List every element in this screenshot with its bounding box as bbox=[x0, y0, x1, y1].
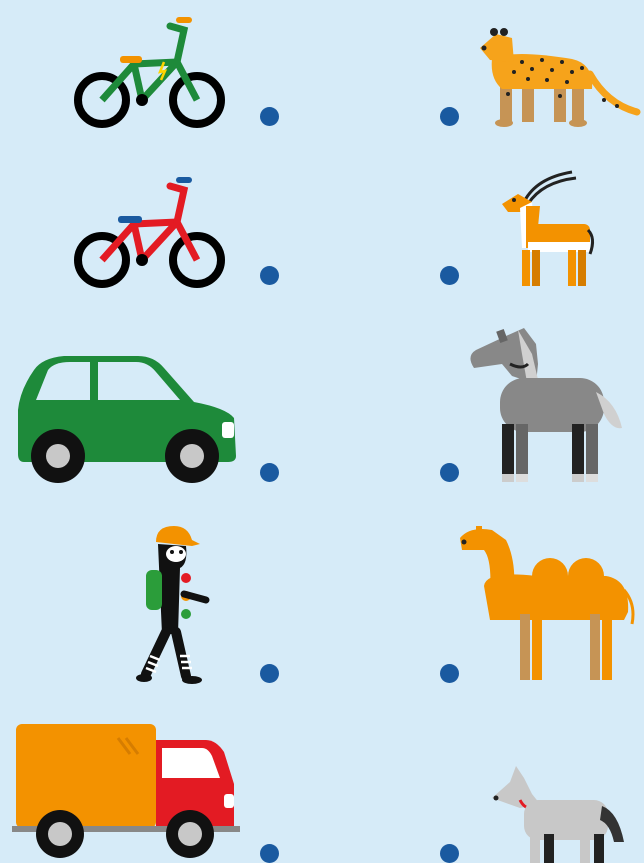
match-row-1 bbox=[0, 0, 644, 150]
left-match-dot-2[interactable] bbox=[260, 266, 279, 285]
bicycle-icon[interactable] bbox=[72, 172, 227, 290]
electric-bicycle-icon[interactable] bbox=[72, 12, 227, 130]
wolf-icon[interactable] bbox=[490, 764, 630, 863]
left-match-dot-4[interactable] bbox=[260, 664, 279, 683]
pedestrian-icon[interactable] bbox=[136, 524, 216, 684]
right-match-dot-2[interactable] bbox=[440, 266, 459, 285]
car-icon[interactable] bbox=[14, 350, 240, 484]
right-match-dot-3[interactable] bbox=[440, 463, 459, 482]
gazelle-icon[interactable] bbox=[496, 168, 600, 288]
left-match-dot-3[interactable] bbox=[260, 463, 279, 482]
cheetah-icon[interactable] bbox=[472, 24, 642, 129]
right-match-dot-4[interactable] bbox=[440, 664, 459, 683]
right-match-dot-5[interactable] bbox=[440, 844, 459, 863]
left-match-dot-1[interactable] bbox=[260, 107, 279, 126]
delivery-truck-icon[interactable] bbox=[10, 722, 242, 863]
left-match-dot-5[interactable] bbox=[260, 844, 279, 863]
horse-icon[interactable] bbox=[466, 324, 628, 486]
right-match-dot-1[interactable] bbox=[440, 107, 459, 126]
camel-icon[interactable] bbox=[456, 520, 640, 686]
